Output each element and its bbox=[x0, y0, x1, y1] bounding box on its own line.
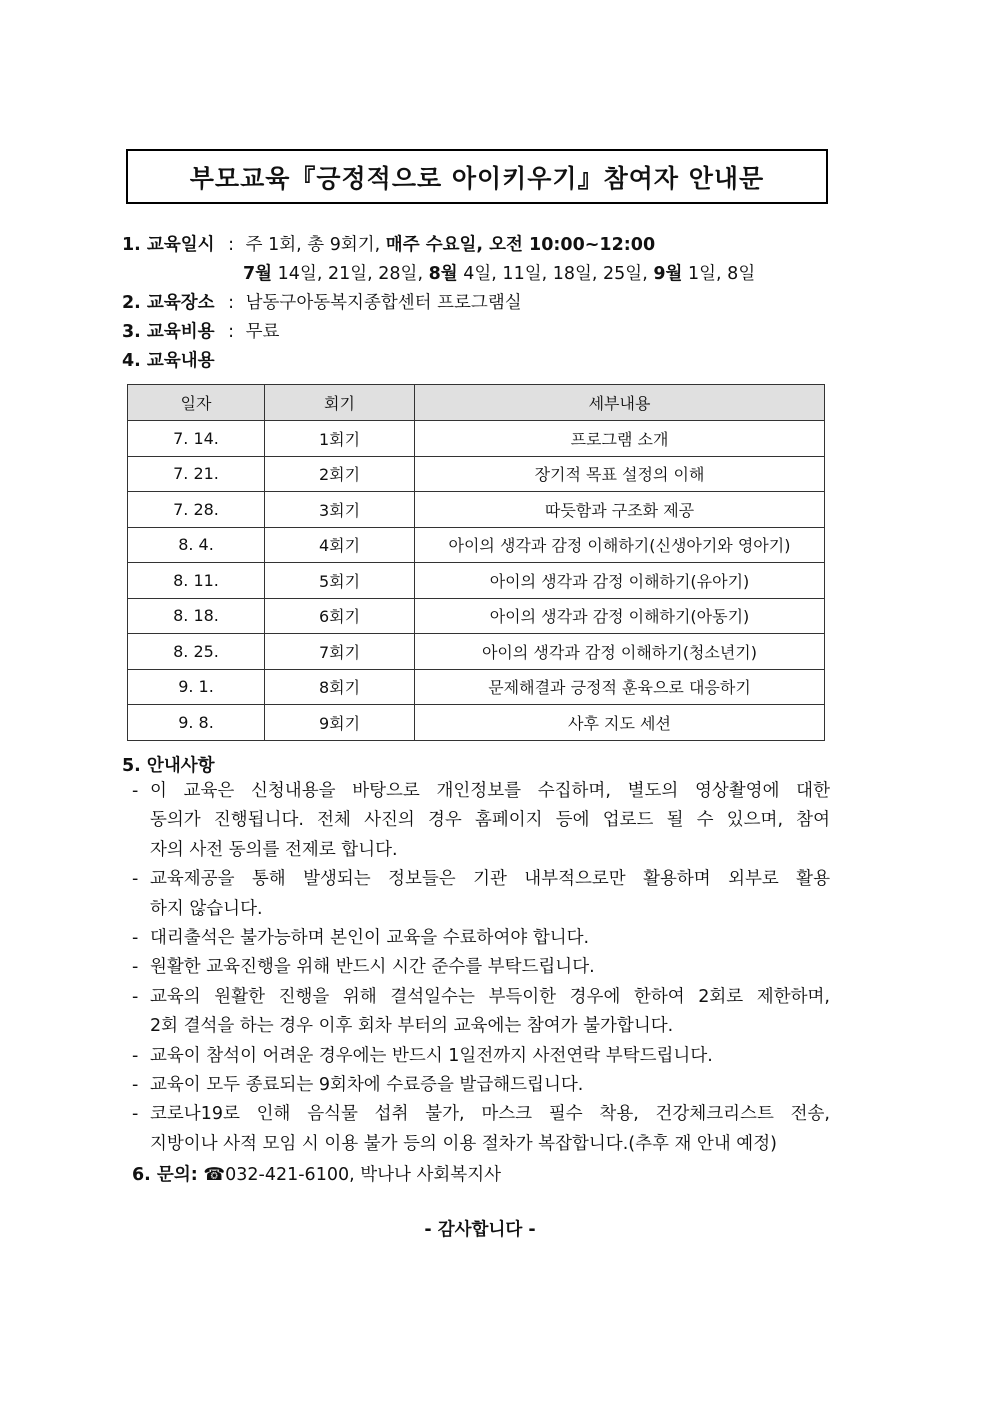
notice-dash: - bbox=[132, 781, 139, 801]
table-row bbox=[128, 492, 825, 528]
location-label: 2. 교육장소 bbox=[122, 293, 215, 313]
cell-session: 9회기 bbox=[265, 705, 415, 741]
notice-item bbox=[132, 865, 830, 924]
cell-session: 2회기 bbox=[265, 456, 415, 492]
schedule-dates bbox=[243, 260, 755, 285]
table-row bbox=[128, 421, 825, 457]
cell-details: 아이의 생각과 감정 이해하기(청소년기) bbox=[415, 634, 825, 670]
month-august: 8월 bbox=[428, 264, 458, 284]
cost-colon: : bbox=[228, 322, 235, 342]
cell-session: 4회기 bbox=[265, 527, 415, 563]
notice-line: 원활한 교육진행을 위해 반드시 시간 준수를 부탁드립니다. bbox=[150, 957, 595, 978]
cell-session: 5회기 bbox=[265, 563, 415, 599]
month-september: 9월 bbox=[653, 264, 683, 284]
cell-session: 7회기 bbox=[265, 634, 415, 670]
cell-date: 9. 1. bbox=[128, 669, 265, 705]
cell-session: 3회기 bbox=[265, 492, 415, 528]
notice-dash: - bbox=[132, 928, 139, 949]
cell-date: 7. 21. bbox=[128, 456, 265, 492]
notices-list bbox=[132, 777, 830, 1159]
notice-line: 하지 않습니다. bbox=[150, 898, 263, 919]
notice-line: 자의 사전 동의를 전제로 합니다. bbox=[150, 839, 398, 860]
table-header-row bbox=[128, 385, 825, 421]
cell-session: 6회기 bbox=[265, 598, 415, 634]
table-row bbox=[128, 598, 825, 634]
schedule-frequency: 주 1회, 총 9회기, bbox=[245, 235, 381, 255]
header-date: 일자 bbox=[128, 385, 265, 421]
notice-dash: - bbox=[132, 1104, 139, 1125]
dates-september: 1일, 8일 bbox=[688, 264, 756, 284]
cell-details: 장기적 목표 설정의 이해 bbox=[415, 456, 825, 492]
schedule-colon: : bbox=[228, 235, 235, 255]
cell-session: 1회기 bbox=[265, 421, 415, 457]
table-row bbox=[128, 456, 825, 492]
contact-label: 6. 문의: bbox=[132, 1165, 198, 1185]
notice-dash: - bbox=[132, 1075, 139, 1096]
notice-line: 교육제공을 통해 발생되는 정보들은 기관 내부적으로만 활용하며 외부로 활용 bbox=[150, 869, 830, 890]
schedule-time: 매주 수요일, 오전 10:00~12:00 bbox=[385, 235, 656, 255]
cell-details: 아이의 생각과 감정 이해하기(유아기) bbox=[415, 563, 825, 599]
phone-icon: ☎ bbox=[203, 1165, 226, 1185]
notice-line: 2회 결석을 하는 경우 이후 회차 부터의 교육에는 참여가 불가합니다. bbox=[150, 1016, 674, 1037]
notice-item bbox=[132, 1100, 830, 1159]
cell-details: 프로그램 소개 bbox=[415, 421, 825, 457]
location-colon: : bbox=[228, 293, 235, 313]
table-row bbox=[128, 527, 825, 563]
cell-date: 7. 28. bbox=[128, 492, 265, 528]
notice-item bbox=[132, 924, 830, 953]
table-row bbox=[128, 563, 825, 599]
notice-line: 동의가 진행됩니다. 전체 사진의 경우 홈페이지 등에 업로드 될 수 있으며, 참여 bbox=[150, 810, 830, 831]
notice-line: 이 교육은 신청내용을 바탕으로 개인정보를 수집하며, 별도의 영상촬영에 대한 bbox=[150, 781, 830, 801]
schedule-table bbox=[127, 384, 825, 741]
cell-details: 따듯함과 구조화 제공 bbox=[415, 492, 825, 528]
notice-dash: - bbox=[132, 957, 139, 978]
cell-date: 7. 14. bbox=[128, 421, 265, 457]
notice-line: 교육의 원활한 진행을 위해 결석일수는 부득이한 경우에 한하여 2회로 제한하며, bbox=[150, 986, 830, 1007]
notice-item bbox=[132, 777, 830, 865]
cell-session: 8회기 bbox=[265, 669, 415, 705]
notice-line: 교육이 참석이 어려운 경우에는 반드시 1일전까지 사전연락 부탁드립니다. bbox=[150, 1045, 713, 1066]
document-title: 부모교육『긍정적으로 아이키우기』참여자 안내문 bbox=[126, 149, 828, 204]
table-row bbox=[128, 705, 825, 741]
content-label: 4. 교육내용 bbox=[122, 351, 215, 371]
schedule-label: 1. 교육일시 bbox=[122, 235, 215, 255]
notice-item bbox=[132, 983, 830, 1042]
month-july: 7월 bbox=[243, 264, 273, 284]
cell-date: 9. 8. bbox=[128, 705, 265, 741]
cell-date: 8. 4. bbox=[128, 527, 265, 563]
header-details: 세부내용 bbox=[415, 385, 825, 421]
dates-july: 14일, 21일, 28일, bbox=[277, 264, 424, 284]
notice-dash: - bbox=[132, 986, 139, 1007]
dates-august: 4일, 11일, 18일, 25일, bbox=[463, 264, 648, 284]
notice-line: 코로나19로 인해 음식물 섭취 불가, 마스크 필수 착용, 건강체크리스트 전송, bbox=[150, 1104, 830, 1125]
cost-label: 3. 교육비용 bbox=[122, 322, 215, 342]
cell-date: 8. 11. bbox=[128, 563, 265, 599]
notice-item bbox=[132, 953, 830, 982]
section-location bbox=[122, 289, 522, 314]
cell-date: 8. 18. bbox=[128, 598, 265, 634]
cost-value: 무료 bbox=[245, 322, 280, 342]
cell-date: 8. 25. bbox=[128, 634, 265, 670]
section-contact bbox=[132, 1161, 501, 1186]
notice-dash: - bbox=[132, 869, 139, 890]
notices-label: 5. 안내사항 bbox=[122, 756, 215, 776]
notice-dash: - bbox=[132, 1045, 139, 1066]
contact-value: 032-421-6100, 박나나 사회복지사 bbox=[225, 1165, 502, 1185]
header-session: 회기 bbox=[265, 385, 415, 421]
cell-details: 아이의 생각과 감정 이해하기(신생아기와 영아기) bbox=[415, 527, 825, 563]
cell-details: 문제해결과 긍정적 훈육으로 대응하기 bbox=[415, 669, 825, 705]
notice-item bbox=[132, 1071, 830, 1100]
section-cost bbox=[122, 318, 279, 343]
cell-details: 아이의 생각과 감정 이해하기(아동기) bbox=[415, 598, 825, 634]
table-row bbox=[128, 669, 825, 705]
location-value: 남동구아동복지종합센터 프로그램실 bbox=[245, 293, 522, 313]
notice-line: 교육이 모두 종료되는 9회차에 수료증을 발급해드립니다. bbox=[150, 1075, 584, 1096]
notice-line: 지방이나 사적 모임 시 이용 불가 등의 이용 절차가 복잡합니다.(추후 재 안내 예정) bbox=[150, 1133, 777, 1154]
cell-details: 사후 지도 세션 bbox=[415, 705, 825, 741]
notice-line: 대리출석은 불가능하며 본인이 교육을 수료하여야 합니다. bbox=[150, 928, 590, 949]
section-schedule bbox=[122, 231, 655, 256]
table-row bbox=[128, 634, 825, 670]
notice-item bbox=[132, 1042, 830, 1071]
closing-text: - 감사합니다 - bbox=[424, 1220, 536, 1240]
